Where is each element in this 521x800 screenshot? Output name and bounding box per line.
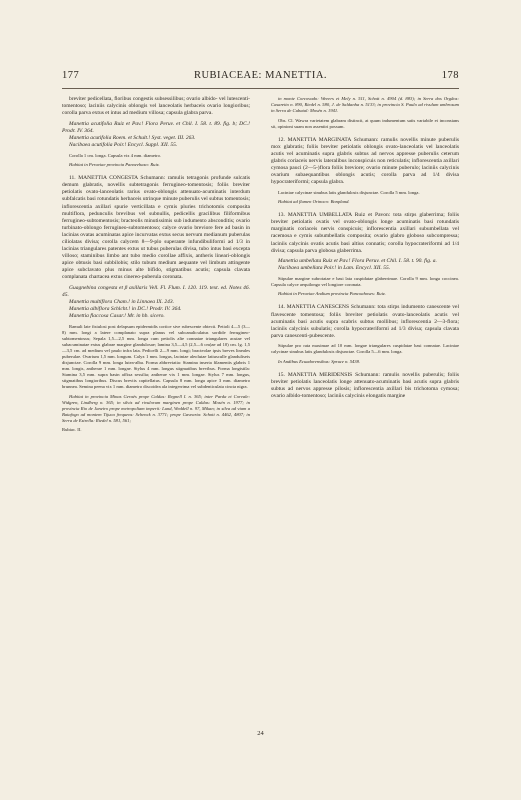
spacer — [271, 365, 459, 372]
morphology-note: Obs. Cl. Wawra varietatem glabram distincit, at quum indumentum satis variabile et inconstans sit, opinioni suam non assentiri possum. — [271, 117, 459, 129]
signature-number: 24 — [257, 730, 264, 737]
synonym-citation: Nacibaea acutifolia Poir.! Encycl. Suppl. XII. 55. — [69, 142, 178, 149]
synonym-citation: Nacibaea umbellata Poir.! in Lam. Encycl. XII. 55. — [278, 265, 391, 272]
synonym-citation: Manettia flaccosa Casar.! Mr. in hb. sicero. — [69, 313, 165, 320]
synonym-citation: Manettia umbellata Ruiz et Pav.! Flora Peruv. et Chil. I. 58. t. 90. fig. a. — [278, 258, 437, 265]
synonym-citation: Guagnebina congesta et β axillaris Vell. Fl. Flum. I. 120. 119. text. ed. Notes 46. 45. — [62, 285, 250, 299]
spacer — [271, 130, 459, 137]
synonym-citation: Manettia acutifolia Ruiz et Pav.! Flora Peruv. et Chil. I. 58. t. 89. fig. b; DC.! Prodr. IV. 364. — [62, 120, 250, 134]
synonym-citation: Manettia multiflora Cham.! in Linnaea IX. 243. — [69, 299, 174, 306]
habitat-note: Habitat in provincia Minas Geraës prope Caldas: Regnell I. n. 365; inter Parda et Corvale: Widgren, Lindberg n. 365; in silvis ad rivulorum marginen prope Caldas: Mosén n. 1977; in provincia Rio de Janeiro prope metropoliam imperii: Lund, Weddell n. 97, Mikan; in silva ad viam a Batafogo ad montem Tijuca frequens: Schenck n. 3771; prope Gavearia: Schott n. 4462, 4807; in Serra de Estrella: Riedel n. 581, 561; — [62, 393, 250, 423]
synonym-citation: Manettia acutifolia Roem. et Schult.! Syst. veget. III. 263. — [69, 134, 196, 141]
left-column — [62, 96, 250, 433]
species-description: 13. MANETTIA UMBELLATA Ruiz et Pavon: tota stirps glaberrima; foliis breviter petiolatis ovatis vel ovato-oblongis longe acuminatis basi rotundatis marginatis coriaceis nervis conspicuis; inflorescentia axillari subumbellata vel racemosa e cymis subumbellatis composita; ovario glabro globoso subcompressa; laciniis calycinis ovatis acutis basi altius connatis; corolla hypocrateriformi ad 1/4 divisa; capsula parva globosa glaberrima. — [271, 212, 459, 254]
running-header — [62, 70, 459, 88]
habitat-note: in monte Corcovado: Weeers et Mely n. 511, Schott n. 4904 (d. 883); in Serra dos Orgãos: Casaretto n. 890, Riedel n. 580, J. de Saldanha n. 5133; in provincia S. Paulo ad rivulum umbrosum in Serra de Cubatal: Mosén n. 1941. — [271, 96, 459, 113]
page-number-left: 177 — [62, 70, 80, 81]
spacer — [271, 297, 459, 304]
species-description: 11. MANETTIA CONGESTA Schumann: ramulis tetragonis profunde sulcatis demum glabratis, novellis subtetragonis ferrugineo-tomentosis; foliis breviter petiolatis ovato-lanceolatis rarius ovato-oblongis attenuato-acuminatis interdum subfalcatis basi rotundatis herbaceis utrinque minute puberulis vel subtus tomentosis; inflorescentia axillari spurie verticillata e cymis pluries trichotomis composita multiflora, pedunculis brevibus vel subnullis, pedicellis gracilibus filiformibus ferrugineo-subtomentosis; bracteolis minutissimis sub indumento absconditis; ovario turbinato-oblongo ferrugineo-subtomentoso; calyce ovario breviore fere ad basin in lacinias ovatas acuminatas apice incurvatas extus secus nervum medianum puberulas ciliolatas divisa; corolla calycem 8—9-plo superante infundibuliformi ad 1/3 in lacinias triangulares patentes extus ut tubus puberulas divisa, tubo intus basi excepta villoso; staminibus limbo ant tubo medio corollae affixis, antheris lineari-oblongis apice obtusis basi subbilobis; stilo tubum medium aequante vel limbum attingente apice subclavato plus minus alte bifido, stigmatibus acutis; capsula clavata complanata chartacea extus cinereo-puberula coronata. — [62, 175, 250, 281]
morphology-note: Laciniae calycinae sinubus latis glandulosis disjunctae. Corolla 5 mm. longa. — [278, 189, 420, 195]
signature-mark: Rubiac. II. — [62, 426, 82, 432]
morphology-note: Corolla 1 cm. longa. Capsula vix 4 mm. diametro. — [69, 152, 162, 158]
habitat-note: Habitat in Peruviae provincia Panoeehaso: Ruiz. — [69, 162, 160, 168]
synonym-citation: Manettia albiflora Schlcht.! in DC.! Prodr. IV. 364. — [69, 306, 182, 313]
running-title: RUBIACEAE: MANETTIA. — [193, 70, 328, 81]
header-rule — [62, 88, 459, 89]
morphology-note: Stipulae margine subrotatae e basi lata cuspidatae glaberrimae. Corolla 9 mm. longa coccinea. Capsula calyce aequilongo vel longiore coronata. — [271, 275, 459, 287]
morphology-note: Stipulae pro rata maximae ad 10 mm. longae triangulares cuspidatae basi connatae. Laciniae calycinae sinubus latis glandulosis disjunctae. Corolla 5—6 mm. longa. — [271, 343, 459, 355]
species-description: breviter pedicellata, floribus congestis subsessilibus; ovario albido- vel lutescenti-tomentoso; laciniis calycinis oblongis vel lanceolatis herbaceis ovario longioribus; corolla parva extus et intus ad medium villosa; capsula glabra parva. — [62, 96, 250, 117]
habitat-note: Habitat ad flumen Orinoco: Bonpland. — [278, 199, 350, 205]
species-description: 15. MANETTIA MERIDENSIS Schumann: ramulis novellis puberulis; foliis breviter petiolatis lanceolatis longe attenuato-acuminatis basi acutis supra glabris subtus ad nervos appresse pilosis; inflorescentia axillari bis trichotoma cymosa; ovario albido-tomentoso; laciniis calycinis elongatis margine — [271, 371, 459, 400]
species-description: 12. MANETTIA MARGINATA Schumann: ramulis novellis minute puberulis mox glabratis; foliis breviter petiolatis oblongis ovato-lanceolatis vel lanceolatis acutis vel acuminatis supra glabris subtus ad nervos appresse puberulis ceterum glabris coriaceis nervis lateralibus inconspicuis non reticulatis; inflorescentia axillari cymosa pauci (2—5-)flora foliis breviore; ovario minute puberulo; laciniis calycinis ovarium subaequantibus oblongis acutis; corolla parva ad 1/4 divisa hypocrateriformi; capsula glabra. — [271, 136, 459, 186]
morphology-note: Ramuli late fistulosi post delapsum epidermidis cortice sive rubescente obtecti. Petioli 4—5 (3—8) mm. longi a latere complanato supra planus vel subcanaliculatus sordide ferrugineo-subtomentosus; Sepala 1,5—2,5 mm. longa cum petiolis alte connatae triangulares acutae vel subacuminatae extus glabrae margine glandulosae; lamina 3,5—4,5 (2,5—6 cm)ae ad 10) cm. lg. 1,5—3,5 cm. ad medium vel paulo infra lata. Pedicelli 2—9 mm. longi; bracteolae ipsis breves lineales puberulae. Ovarium 1,5 mm. longum. Calyx 1 mm. longus, laciniae aleolutae latiusculle glanduliseis disjunctae. Corolla 9 mm. longa lutea-alba. Forma abbreviatia: Stamina inserta filamentis glabris 1 mm. longis, antherae 1 mm. longae. Stylus 4 mm. longus stigmatibus brevibus. Forma longistila: Stamina 3,5 mm. supra basin affixa sessilia; antherae vix 1 mm. longae. Stylus 7 mm. longus, stigmatibus longioribus. Discus breviis capitellatus. Capsula 8 mm. longa apice 3 mm. diametro brunnea. Semina peena vix 1 mm. diametro discoidea ala integerrima vel subdenticulata cincta nigra. — [62, 324, 250, 390]
habitat-note: Habitat in Peruviae Andium provincia Pancoahoses: Ruiz. — [278, 291, 386, 297]
page-number-right: 178 — [441, 70, 459, 81]
right-column — [271, 96, 459, 400]
species-description: 14. MANETTIA CANESCENS Schumann: tota stirps indumento canescente vel flavescente tomentosa; foliis breviter petiolatis ovato-lanceolatis acutis vel acuminatis basi acutis supra scabris subtus mollibus; inflorescentia 2—3-flora; laciniis calycinis subulatis; corolla hypocrateriformi ad 1/3 divisa; capsula clavata parva canescenti-pubescente. — [271, 304, 459, 339]
habitat-note: In Andibus Ecuadorensibus: Spruce n. 5438. — [278, 358, 361, 364]
